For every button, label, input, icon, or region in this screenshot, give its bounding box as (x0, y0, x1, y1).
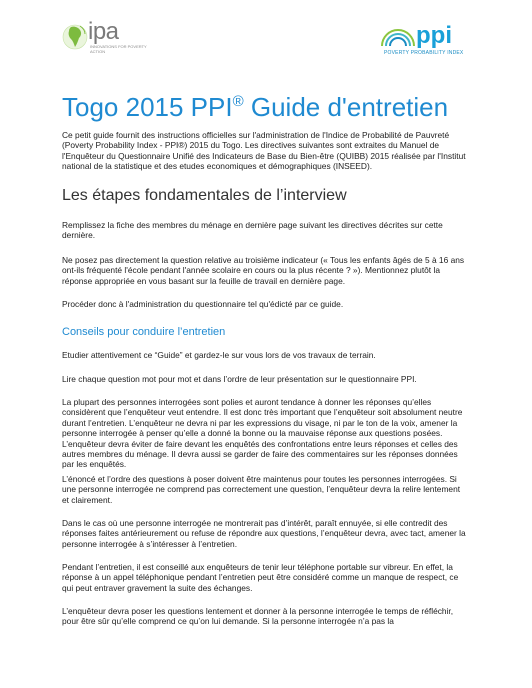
page-title (62, 92, 448, 123)
ppi-arcs-icon (378, 20, 418, 48)
paragraph-lire-question: Lire chaque question mot pour mot et dans l’ordre de leur présentation sur le questionnaire PPI. (62, 374, 417, 384)
ipa-logo (68, 18, 147, 64)
ppi-logo (378, 20, 474, 60)
page-title-suffix: Guide d'entretien (243, 92, 449, 122)
paragraph-poser-lentement: L’enquêteur devra poser les questions lentement et donner à la personne interrogée le temps de réfléchir, pour être sûr qu’elle comprend ce qu’on lui demande. Si la personne interrogée n’a pas la (62, 606, 454, 627)
paragraph-neutralite: La plupart des personnes interrogées sont polies et auront tendance à donner les réponses qu’elles considèrent que l’enquêteur veut entendre. Il est donc très important que l’enquêteur soit absolument neutre durant l’entretien. L’enquêteur ne devra ni par les expressions du visage, ni par le ton de la voix, amener la personne interrogée à penser qu’elle a donné la bonne ou la mauvaise réponse aux questions posées. L’enquêteur devra éviter de faire devant les enquêtés des confrontations entre leurs réponses et celles des autres membres du ménage. Il devra aussi se garder de faire des commentaires sur les réponses données par les enquêtés. (62, 397, 463, 470)
paragraph-interet: Dans le cas où une personne interrogée ne montrerait pas d’intérêt, paraît ennuyée, si elle contredit des réponses faites antérieurement ou refuse de répondre aux questions, l’enquêteur devra, avec tact, amener la personne interrogée à s’intéresser à l’entretien. (62, 518, 466, 549)
paragraph-troisieme-indicateur: Ne posez pas directement la question relative au troisième indicateur (« Tous les enfants âgés de 5 à 16 ans ont-ils fréquenté l'école pendant l'année scolaire en cours ou la plus récente ? »). Mentionnez plutôt la réponse appropriée en vous basant sur la feuille de travail en dernière page. (62, 255, 465, 286)
ppi-tagline: POVERTY PROBABILITY INDEX (384, 50, 464, 56)
section-heading-etapes: Les étapes fondamentales de l’interview (62, 187, 347, 204)
paragraph-telephone: Pendant l’entretien, il est conseillé aux enquêteurs de tenir leur téléphone portable sur vibreur. En effet, la réponse à un appel téléphonique pendant l’entretien peut être considéré comme un manque de respect, ce qui peut entraver gravement la suite des échanges. (62, 562, 459, 593)
ipa-tagline: INNOVATIONS FOR POVERTY ACTION (90, 44, 147, 54)
ppi-logo-text: ppi (416, 22, 452, 49)
africa-globe-icon (62, 22, 88, 52)
paragraph-enonce-ordre: L’énoncé et l’ordre des questions à poser doivent être maintenus pour toutes les personnes interrogées. Si une personne interrogée ne comprend pas correctement une question, l’enquêteur devra la relire lentement et clairement. (62, 474, 461, 505)
intro-paragraph: Ce petit guide fournit des instructions officielles sur l'administration de l'Indice de Probabilité de Pauvreté (Poverty Probability Index - PPI®) 2015 du Togo. Les directives suivantes sont extraites du Manuel de l'Enquêteur du Questionnaire Unifié des Indicateurs de Base du Bien-être (QUIBB) 2015 réalisée par l'Institut national de la statistique et des etudes economiques et démographiques (INSEED). (62, 130, 466, 172)
ipa-logo-text: ipa (88, 18, 119, 45)
registered-mark: ® (232, 93, 244, 110)
paragraph-fiche-membres: Remplissez la fiche des membres du ménage en dernière page suivant les directives décrites sur cette dernière. (62, 220, 443, 241)
paragraph-etudier-guide: Etudier attentivement ce “Guide” et gardez-le sur vous lors de vos travaux de terrain. (62, 350, 376, 360)
paragraph-proceder: Procéder donc à l'administration du questionnaire tel qu'édicté par ce guide. (62, 299, 344, 309)
section-heading-conseils: Conseils pour conduire l’entretien (62, 326, 226, 338)
page-title-main: Togo 2015 PPI (62, 92, 233, 122)
